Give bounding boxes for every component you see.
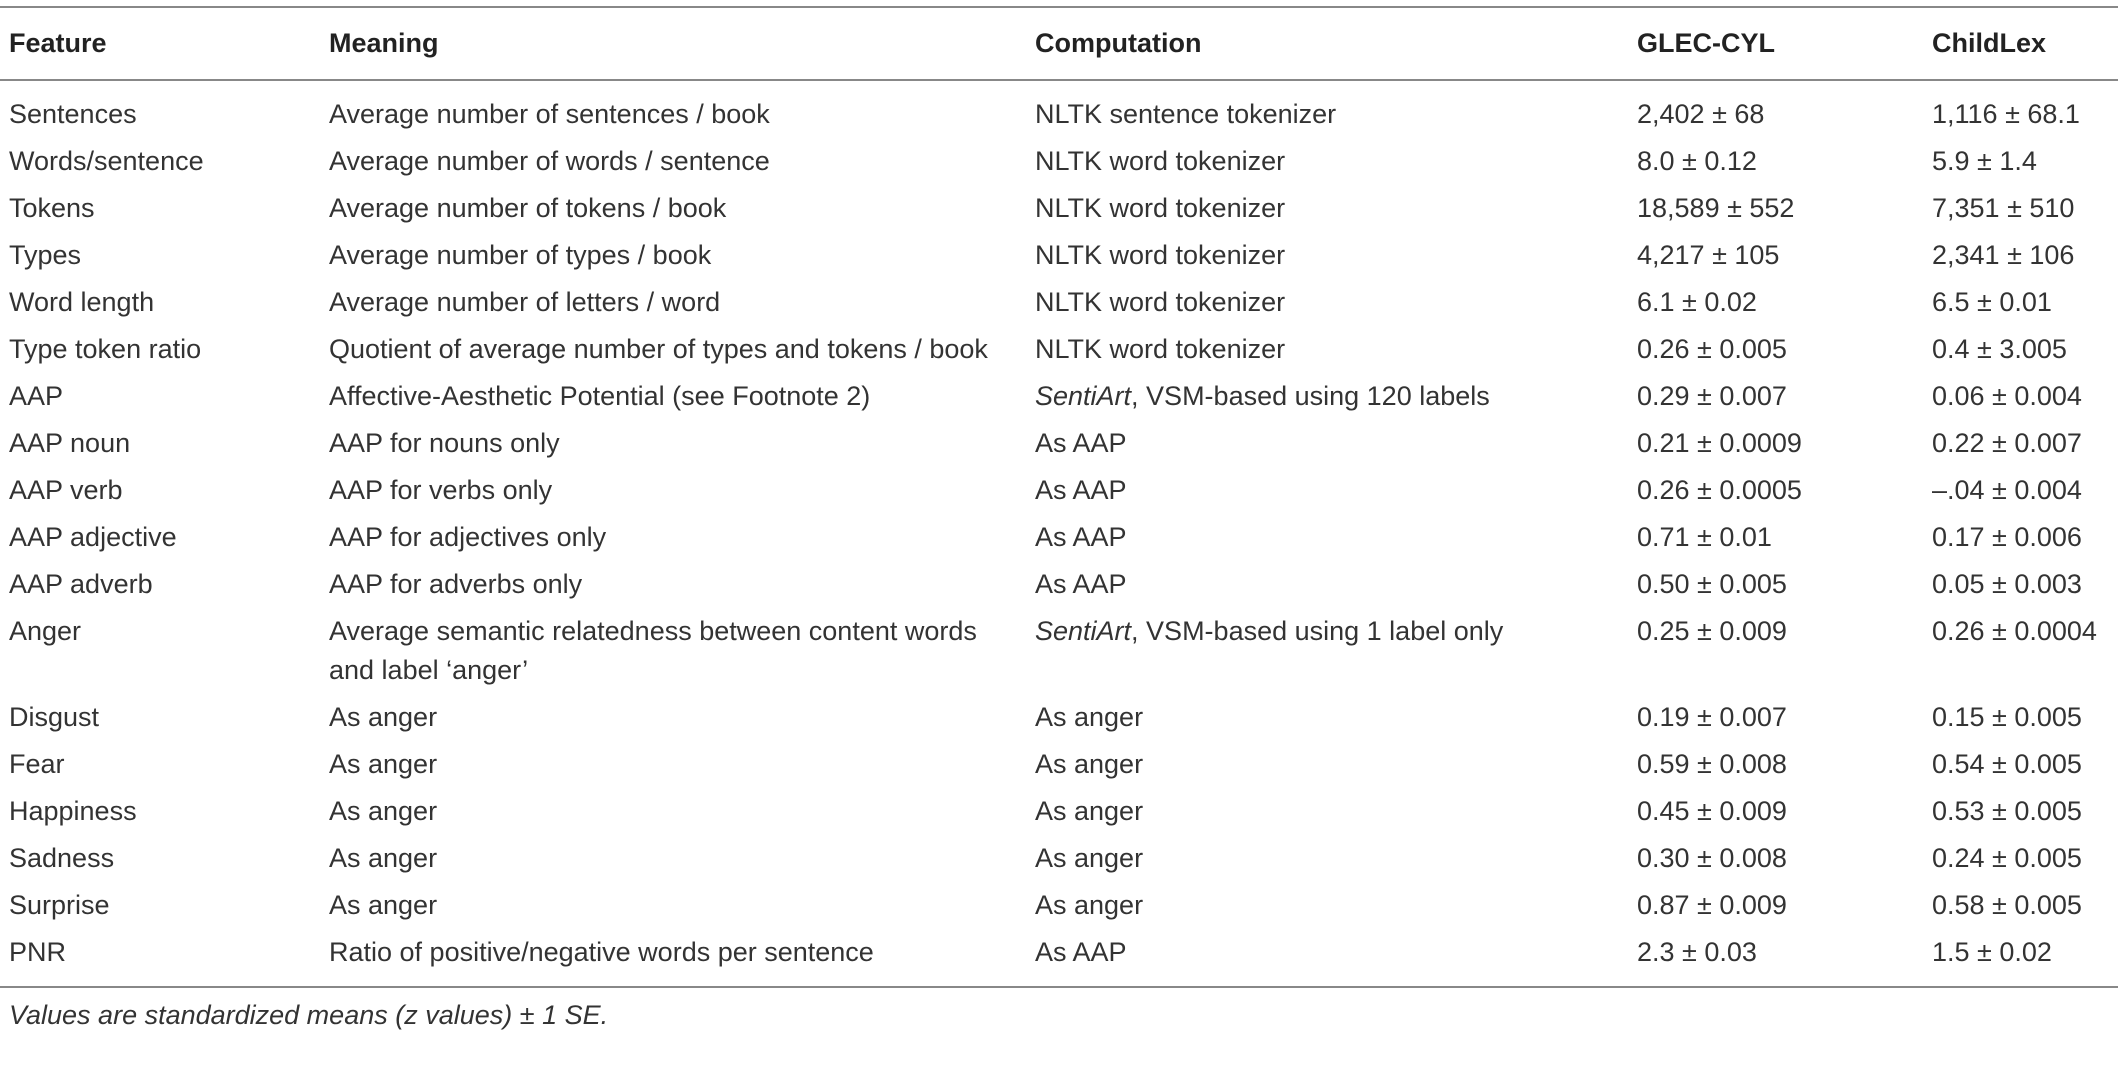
cell-childlex: 0.53 ± 0.005	[1932, 796, 2082, 826]
table-row	[0, 189, 2118, 236]
cell-childlex: 1,116 ± 68.1	[1932, 99, 2080, 129]
cell-glec: 2,402 ± 68	[1637, 99, 1765, 129]
table-row	[0, 330, 2118, 377]
cell-computation-text: NLTK word tokenizer	[1035, 146, 1286, 176]
cell-meaning: As anger	[329, 890, 438, 920]
cell-glec: 2.3 ± 0.03	[1637, 937, 1757, 967]
cell-feature: PNR	[9, 937, 67, 967]
cell-computation	[1026, 330, 1628, 377]
cell-meaning: Average number of types / book	[329, 240, 712, 270]
cell-glec: 4,217 ± 105	[1637, 240, 1780, 270]
cell-computation-text: NLTK word tokenizer	[1035, 193, 1286, 223]
cell-computation	[1026, 698, 1628, 745]
cell-meaning: Average semantic relatedness between content words and label ‘anger’	[329, 616, 977, 685]
cell-meaning: As anger	[329, 796, 438, 826]
cell-childlex: 0.4 ± 3.005	[1932, 334, 2067, 364]
table-row	[0, 933, 2118, 987]
cell-feature: AAP adjective	[9, 522, 177, 552]
cell-computation	[1026, 142, 1628, 189]
cell-meaning: As anger	[329, 702, 438, 732]
cell-glec: 0.71 ± 0.01	[1637, 522, 1772, 552]
cell-feature: Words/sentence	[9, 146, 204, 176]
cell-meaning: AAP for nouns only	[329, 428, 560, 458]
cell-glec: 0.26 ± 0.005	[1637, 334, 1787, 364]
cell-computation	[1026, 839, 1628, 886]
cell-computation	[1026, 518, 1628, 565]
table-body	[0, 80, 2118, 987]
cell-feature: AAP	[9, 381, 64, 411]
cell-glec: 0.29 ± 0.007	[1637, 381, 1787, 411]
table-row	[0, 698, 2118, 745]
cell-feature: Fear	[9, 749, 65, 779]
cell-computation	[1026, 933, 1628, 987]
cell-computation-text: As AAP	[1035, 475, 1127, 505]
cell-childlex: 5.9 ± 1.4	[1932, 146, 2037, 176]
cell-childlex: 0.58 ± 0.005	[1932, 890, 2082, 920]
table-row	[0, 792, 2118, 839]
cell-computation-text: As AAP	[1035, 937, 1127, 967]
cell-computation	[1026, 745, 1628, 792]
cell-computation	[1026, 886, 1628, 933]
cell-feature: Surprise	[9, 890, 110, 920]
table-footnote: Values are standardized means (z values) ± 1 SE.	[9, 1000, 609, 1030]
cell-computation-text: NLTK word tokenizer	[1035, 240, 1286, 270]
cell-computation-method: SentiArt	[1035, 381, 1132, 411]
cell-childlex: 0.54 ± 0.005	[1932, 749, 2082, 779]
cell-feature: AAP noun	[9, 428, 131, 458]
cell-computation	[1026, 565, 1628, 612]
cell-meaning: As anger	[329, 843, 438, 873]
cell-computation-text: NLTK word tokenizer	[1035, 334, 1286, 364]
data-table	[0, 6, 2118, 988]
cell-computation	[1026, 424, 1628, 471]
header-computation: Computation	[1035, 28, 1202, 58]
table-row	[0, 745, 2118, 792]
header-row	[0, 7, 2118, 80]
cell-childlex: –.04 ± 0.004	[1932, 475, 2082, 505]
cell-computation-text: , VSM-based using 120 labels	[1131, 381, 1490, 411]
cell-feature: Sadness	[9, 843, 115, 873]
cell-computation	[1026, 471, 1628, 518]
table-row	[0, 142, 2118, 189]
cell-meaning: Quotient of average number of types and tokens / book	[329, 334, 988, 364]
cell-glec: 18,589 ± 552	[1637, 193, 1795, 223]
table-header	[0, 7, 2118, 80]
table-row	[0, 80, 2118, 142]
table-row	[0, 283, 2118, 330]
cell-feature: Word length	[9, 287, 155, 317]
cell-glec: 6.1 ± 0.02	[1637, 287, 1757, 317]
table-row	[0, 839, 2118, 886]
cell-computation-text: As anger	[1035, 796, 1144, 826]
cell-childlex: 0.05 ± 0.003	[1932, 569, 2082, 599]
cell-glec: 0.59 ± 0.008	[1637, 749, 1787, 779]
cell-computation	[1026, 612, 1628, 698]
table-row	[0, 518, 2118, 565]
cell-meaning: AAP for adverbs only	[329, 569, 583, 599]
cell-meaning: Average number of sentences / book	[329, 99, 770, 129]
cell-computation-text: As anger	[1035, 749, 1144, 779]
cell-feature: Happiness	[9, 796, 137, 826]
cell-feature: AAP verb	[9, 475, 123, 505]
table-row	[0, 886, 2118, 933]
cell-feature: Type token ratio	[9, 334, 202, 364]
cell-computation	[1026, 792, 1628, 839]
cell-computation	[1026, 283, 1628, 330]
cell-glec: 0.26 ± 0.0005	[1637, 475, 1802, 505]
cell-computation	[1026, 377, 1628, 424]
cell-computation-text: As AAP	[1035, 522, 1127, 552]
cell-computation-text: As anger	[1035, 890, 1144, 920]
header-feature: Feature	[9, 28, 107, 58]
cell-feature: Tokens	[9, 193, 95, 223]
cell-meaning: AAP for verbs only	[329, 475, 553, 505]
header-glec-cyl: GLEC-CYL	[1637, 28, 1775, 58]
cell-glec: 0.87 ± 0.009	[1637, 890, 1787, 920]
cell-childlex: 1.5 ± 0.02	[1932, 937, 2052, 967]
cell-childlex: 6.5 ± 0.01	[1932, 287, 2052, 317]
cell-glec: 0.21 ± 0.0009	[1637, 428, 1802, 458]
cell-feature: Types	[9, 240, 82, 270]
cell-meaning: Ratio of positive/negative words per sentence	[329, 937, 874, 967]
header-meaning: Meaning	[329, 28, 439, 58]
cell-computation-text: As anger	[1035, 843, 1144, 873]
cell-glec: 0.30 ± 0.008	[1637, 843, 1787, 873]
cell-childlex: 7,351 ± 510	[1932, 193, 2075, 223]
cell-meaning: AAP for adjectives only	[329, 522, 607, 552]
cell-glec: 8.0 ± 0.12	[1637, 146, 1757, 176]
cell-feature: Anger	[9, 616, 82, 646]
cell-computation-method: SentiArt	[1035, 616, 1132, 646]
table-row	[0, 471, 2118, 518]
cell-glec: 0.19 ± 0.007	[1637, 702, 1787, 732]
table-row	[0, 377, 2118, 424]
cell-meaning: Affective-Aesthetic Potential (see Footnote 2)	[329, 381, 871, 411]
cell-computation-text: As AAP	[1035, 569, 1127, 599]
cell-meaning: Average number of words / sentence	[329, 146, 770, 176]
cell-computation	[1026, 80, 1628, 142]
cell-feature: Sentences	[9, 99, 137, 129]
cell-childlex: 0.26 ± 0.0004	[1932, 616, 2097, 646]
cell-childlex: 0.06 ± 0.004	[1932, 381, 2082, 411]
cell-childlex: 0.24 ± 0.005	[1932, 843, 2082, 873]
cell-computation-text: , VSM-based using 1 label only	[1131, 616, 1504, 646]
cell-computation-text: NLTK word tokenizer	[1035, 287, 1286, 317]
header-childlex: ChildLex	[1932, 28, 2047, 58]
table-row	[0, 612, 2118, 698]
cell-computation	[1026, 236, 1628, 283]
cell-computation	[1026, 189, 1628, 236]
table-row	[0, 236, 2118, 283]
cell-childlex: 2,341 ± 106	[1932, 240, 2075, 270]
table-row	[0, 565, 2118, 612]
cell-childlex: 0.22 ± 0.007	[1932, 428, 2082, 458]
cell-glec: 0.45 ± 0.009	[1637, 796, 1787, 826]
table-row	[0, 424, 2118, 471]
cell-feature: Disgust	[9, 702, 100, 732]
cell-computation-text: NLTK sentence tokenizer	[1035, 99, 1337, 129]
cell-computation-text: As AAP	[1035, 428, 1127, 458]
cell-childlex: 0.17 ± 0.006	[1932, 522, 2082, 552]
cell-computation-text: As anger	[1035, 702, 1144, 732]
cell-feature: AAP adverb	[9, 569, 153, 599]
cell-meaning: Average number of letters / word	[329, 287, 721, 317]
cell-glec: 0.50 ± 0.005	[1637, 569, 1787, 599]
cell-meaning: Average number of tokens / book	[329, 193, 727, 223]
cell-glec: 0.25 ± 0.009	[1637, 616, 1787, 646]
cell-childlex: 0.15 ± 0.005	[1932, 702, 2082, 732]
cell-meaning: As anger	[329, 749, 438, 779]
